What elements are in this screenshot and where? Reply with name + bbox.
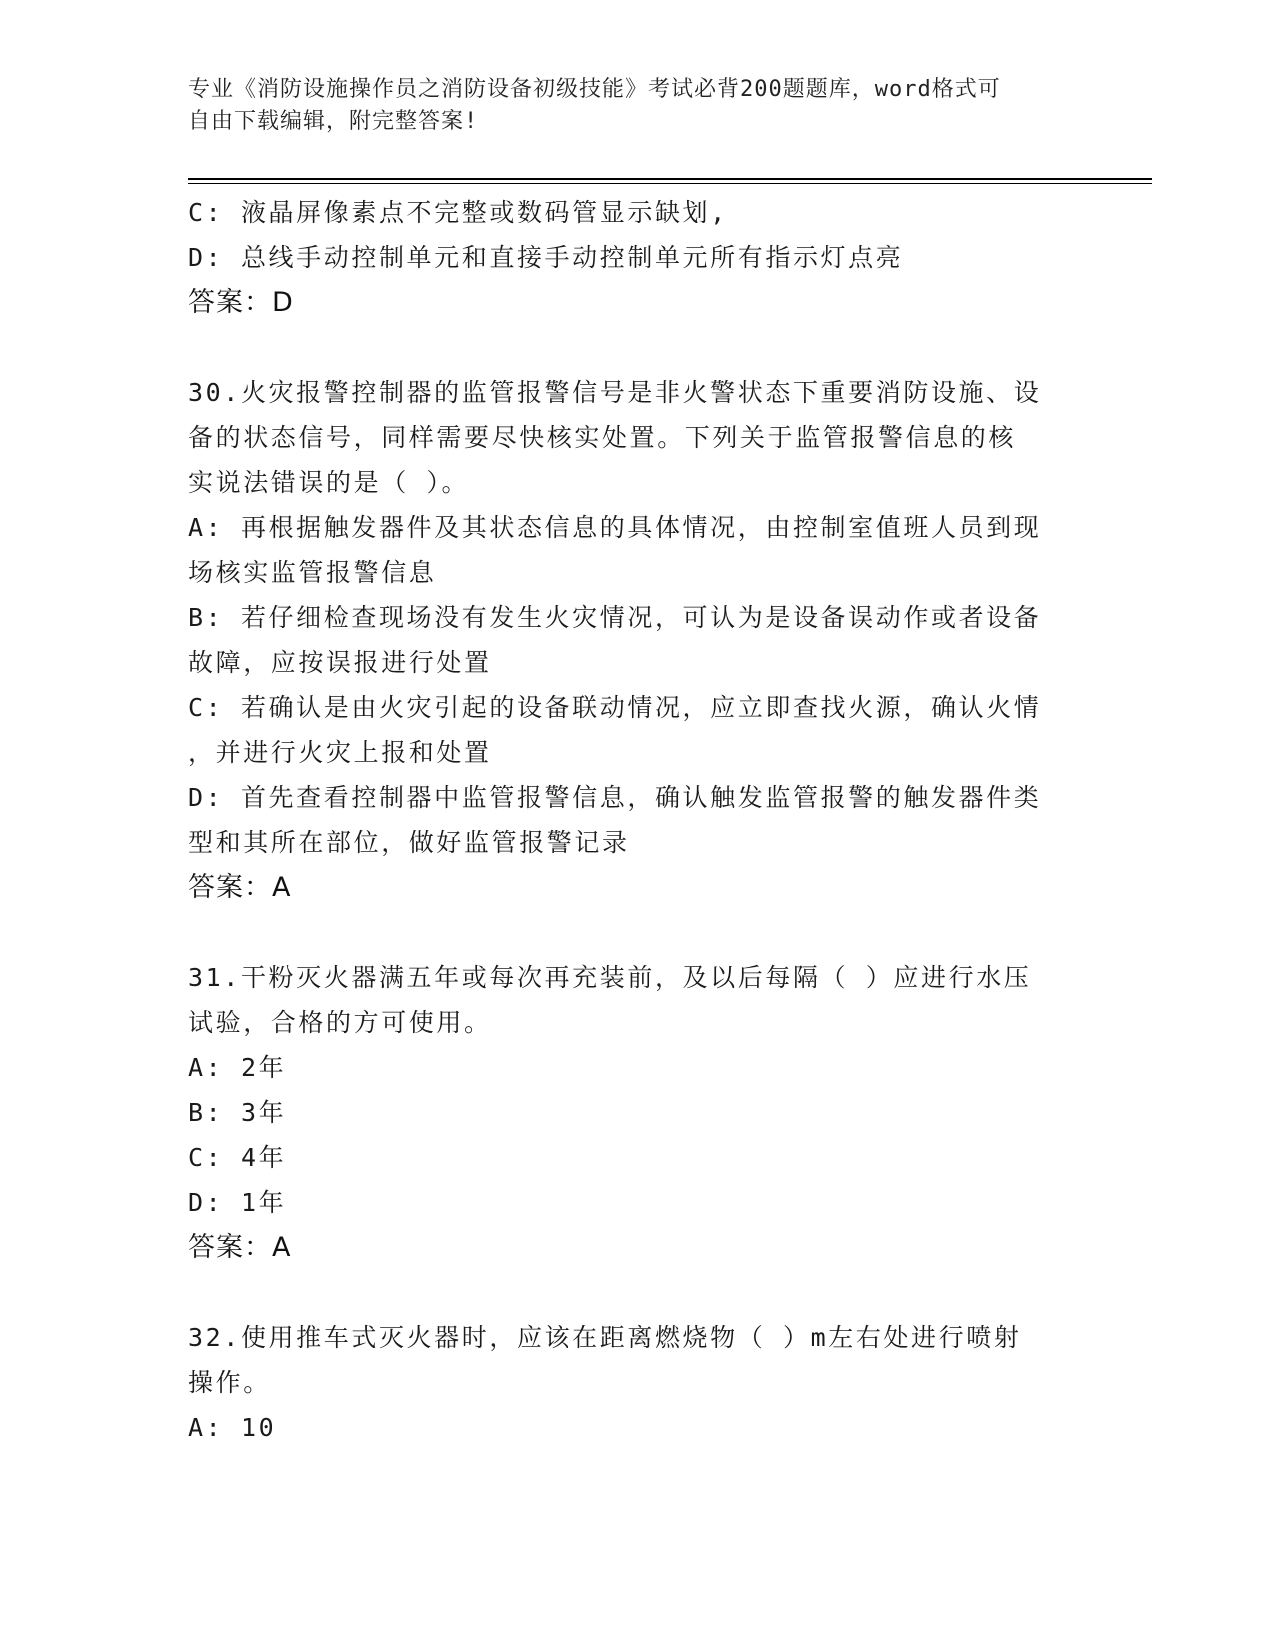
spacer bbox=[188, 910, 1068, 955]
option-c-continued: ，并进行火灾上报和处置 bbox=[188, 738, 492, 767]
option-b: B: 3年 bbox=[188, 1098, 287, 1127]
question-32 bbox=[188, 1315, 1068, 1450]
option-a: A: 再根据触发器件及其状态信息的具体情况，由控制室值班人员到现 bbox=[188, 513, 1042, 542]
option-a-continued: 场核实监管报警信息 bbox=[188, 558, 437, 587]
question-stem-line: 备的状态信号，同样需要尽快核实处置。下列关于监管报警信息的核 bbox=[188, 423, 1017, 452]
question-stem-line: 32.使用推车式灭火器时，应该在距离燃烧物（ ）m左右处进行喷射 bbox=[188, 1323, 1022, 1352]
header-title-line-1: 专业《消防设施操作员之消防设备初级技能》考试必背200题题库，word格式可 bbox=[188, 77, 1001, 102]
question-29-continued bbox=[188, 190, 1068, 325]
document-header bbox=[188, 74, 1088, 138]
answer-line: 答案：A bbox=[188, 872, 292, 903]
option-a: A: 2年 bbox=[188, 1053, 287, 1082]
answer-line: 答案：D bbox=[188, 287, 294, 318]
document-body bbox=[188, 190, 1068, 1450]
option-b: B: 若仔细检查现场没有发生火灾情况，可认为是设备误动作或者设备 bbox=[188, 603, 1042, 632]
question-stem-line: 31.干粉灭火器满五年或每次再充装前，及以后每隔（ ）应进行水压 bbox=[188, 963, 1032, 992]
option-d-continued: 型和其所在部位，做好监管报警记录 bbox=[188, 828, 630, 857]
question-stem-line: 操作。 bbox=[188, 1368, 271, 1397]
header-title-line-2: 自由下载编辑，附完整答案! bbox=[188, 109, 479, 134]
spacer bbox=[188, 325, 1068, 370]
option-c: C: 液晶屏像素点不完整或数码管显示缺划, bbox=[188, 198, 728, 227]
answer-line: 答案：A bbox=[188, 1232, 292, 1263]
spacer bbox=[188, 1270, 1068, 1315]
option-b-continued: 故障，应按误报进行处置 bbox=[188, 648, 492, 677]
option-c: C: 若确认是由火灾引起的设备联动情况，应立即查找火源，确认火情 bbox=[188, 693, 1042, 722]
question-stem-line: 试验，合格的方可使用。 bbox=[188, 1008, 492, 1037]
option-d: D: 首先查看控制器中监管报警信息，确认触发监管报警的触发器件类 bbox=[188, 783, 1042, 812]
question-30 bbox=[188, 370, 1068, 910]
option-d: D: 1年 bbox=[188, 1188, 287, 1217]
option-d: D: 总线手动控制单元和直接手动控制单元所有指示灯点亮 bbox=[188, 243, 904, 272]
question-stem-line: 实说法错误的是（ ）。 bbox=[188, 468, 470, 497]
header-divider-thick bbox=[188, 178, 1152, 180]
header-divider-thin bbox=[188, 183, 1152, 184]
option-a: A: 10 bbox=[188, 1413, 277, 1442]
question-31 bbox=[188, 955, 1068, 1270]
option-c: C: 4年 bbox=[188, 1143, 287, 1172]
question-stem-line: 30.火灾报警控制器的监管报警信号是非火警状态下重要消防设施、设 bbox=[188, 378, 1042, 407]
